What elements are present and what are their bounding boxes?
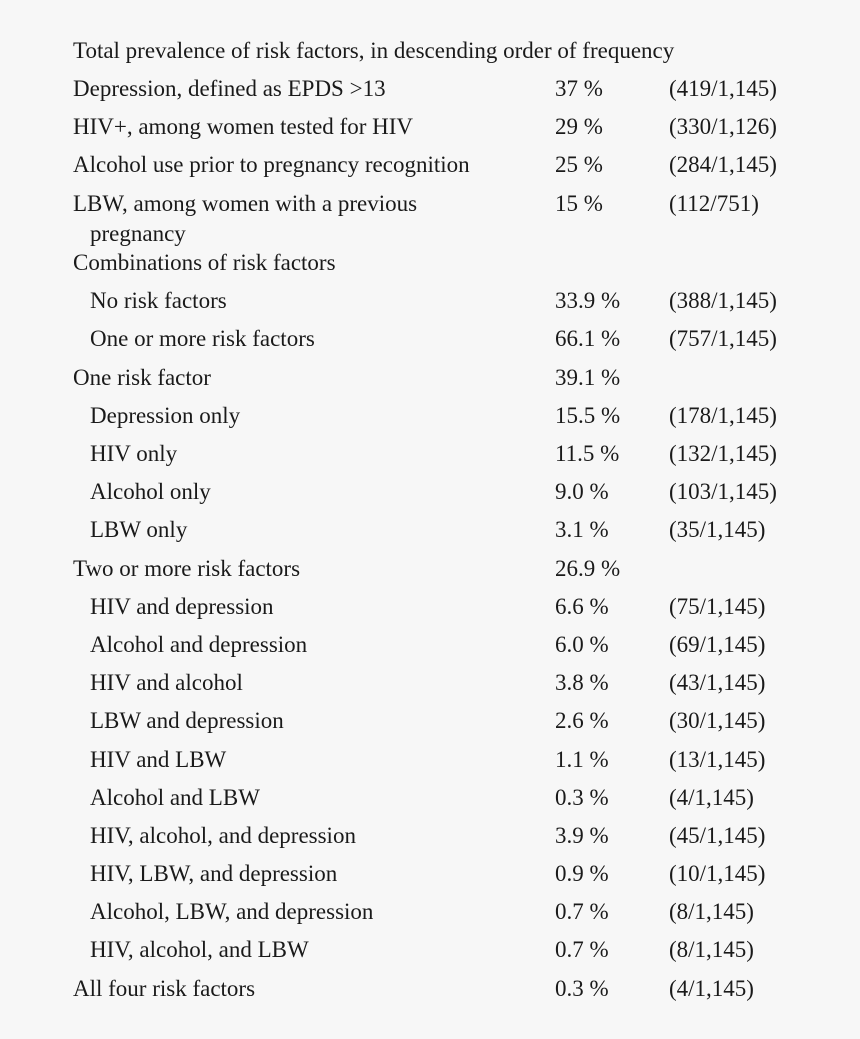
- row-label: [73, 630, 533, 660]
- row-label: [73, 974, 533, 1004]
- table-row: [73, 439, 803, 477]
- row-percentage: 3.9 %: [555, 822, 609, 848]
- row-label: [73, 821, 533, 851]
- row-count: (30/1,145): [669, 708, 766, 734]
- row-label: [73, 286, 533, 316]
- table-row: [73, 783, 803, 821]
- row-label: [73, 745, 533, 775]
- row-label: [73, 150, 533, 180]
- row-percentage: 0.7 %: [555, 937, 609, 963]
- row-percentage: 6.0 %: [555, 631, 609, 657]
- row-percentage: 25 %: [555, 152, 603, 178]
- row-label-text: Alcohol use prior to pregnancy recognition: [73, 152, 470, 178]
- row-label: [73, 783, 533, 813]
- table-row: [73, 286, 803, 324]
- row-label: [73, 477, 533, 507]
- row-count: (103/1,145): [669, 479, 777, 505]
- table-row: [73, 821, 803, 859]
- row-label-text: HIV+, among women tested for HIV: [73, 114, 414, 140]
- row-percentage: 33.9 %: [555, 288, 621, 314]
- row-label: [73, 935, 533, 965]
- row-label: [73, 897, 533, 927]
- row-label: [73, 112, 533, 142]
- row-count: (75/1,145): [669, 593, 766, 619]
- row-percentage: 11.5 %: [555, 441, 620, 466]
- row-count: (35/1,145): [669, 517, 766, 543]
- row-count: (43/1,145): [669, 670, 766, 696]
- row-label: [73, 324, 533, 354]
- table-row: [73, 515, 803, 553]
- row-count: (178/1,145): [669, 402, 777, 428]
- row-count: (284/1,145): [669, 152, 777, 178]
- row-label: [73, 515, 533, 545]
- row-label-text: LBW and depression: [90, 708, 284, 734]
- row-percentage: 2.6 %: [555, 708, 609, 734]
- row-label-text: Alcohol only: [90, 479, 211, 505]
- row-label-text: Depression only: [90, 402, 241, 428]
- table-row: [73, 974, 803, 1012]
- row-label-text: Depression, defined as EPDS >13: [73, 76, 386, 101]
- table-row: [73, 112, 803, 150]
- row-percentage: 66.1 %: [555, 326, 621, 352]
- risk-factor-table: [73, 36, 803, 1012]
- row-percentage: 0.7 %: [555, 899, 609, 925]
- row-label: [73, 189, 533, 249]
- row-label: [73, 74, 533, 104]
- row-percentage: 26.9 %: [555, 555, 621, 581]
- row-label-text: HIV only: [90, 441, 178, 466]
- row-count: (10/1,145): [669, 861, 766, 887]
- row-label-text: Two or more risk factors: [73, 555, 301, 581]
- row-count: (330/1,126): [669, 114, 777, 140]
- row-percentage: 15 %: [555, 190, 603, 216]
- row-label-continuation: pregnancy: [90, 220, 186, 246]
- table-row: [73, 401, 803, 439]
- table-row: [73, 706, 803, 744]
- table-row: [73, 630, 803, 668]
- row-percentage: 39.1 %: [555, 364, 621, 390]
- row-count: (69/1,145): [669, 631, 766, 657]
- row-count: (4/1,145): [669, 975, 754, 1001]
- row-label-text: LBW only: [90, 517, 188, 543]
- table-row: [73, 74, 803, 112]
- table-row: [73, 150, 803, 188]
- row-label-text: One or more risk factors: [90, 326, 315, 352]
- table-row: [73, 189, 803, 249]
- table-row: [73, 897, 803, 935]
- row-count: (757/1,145): [669, 326, 777, 352]
- row-label: [73, 592, 533, 622]
- row-label: [73, 859, 533, 889]
- table-row: [73, 363, 803, 401]
- table-row: [73, 324, 803, 362]
- row-label-text: Alcohol and LBW: [90, 784, 260, 810]
- table-row: [73, 477, 803, 515]
- table-title: Total prevalence of risk factors, in descending order of frequency: [73, 38, 675, 63]
- row-label: [73, 668, 533, 698]
- row-count: (132/1,145): [669, 441, 777, 466]
- row-label: [73, 363, 533, 393]
- row-label: [73, 248, 533, 278]
- table-row: [73, 859, 803, 897]
- row-count: (8/1,145): [669, 899, 754, 925]
- row-label-text: One risk factor: [73, 364, 211, 390]
- row-percentage: 6.6 %: [555, 593, 609, 619]
- row-count: (388/1,145): [669, 288, 777, 314]
- row-label-text: No risk factors: [90, 288, 227, 314]
- table-row: [73, 668, 803, 706]
- table-row: [73, 248, 803, 286]
- row-count: (13/1,145): [669, 746, 766, 772]
- row-label-text: All four risk factors: [73, 975, 256, 1001]
- table-title-row: [73, 36, 803, 74]
- row-label: [73, 439, 533, 469]
- row-label-text: HIV and depression: [90, 593, 274, 619]
- row-percentage: 37 %: [555, 76, 603, 101]
- row-label: [73, 554, 533, 584]
- row-count: (419/1,145): [669, 76, 777, 101]
- row-percentage: 3.8 %: [555, 670, 609, 696]
- row-label-text: Combinations of risk factors: [73, 250, 336, 276]
- row-percentage: 0.3 %: [555, 784, 609, 810]
- row-count: (4/1,145): [669, 784, 754, 810]
- row-count: (45/1,145): [669, 822, 766, 848]
- row-percentage: 29 %: [555, 114, 603, 140]
- table-row: [73, 554, 803, 592]
- table-row: [73, 592, 803, 630]
- row-label-text: Alcohol, LBW, and depression: [90, 899, 374, 925]
- row-label: [73, 706, 533, 736]
- row-percentage: 3.1 %: [555, 517, 609, 543]
- row-percentage: 1.1 %: [555, 746, 609, 772]
- table-row: [73, 935, 803, 973]
- row-label-text: HIV and LBW: [90, 746, 227, 772]
- row-label-text: LBW, among women with a previous: [73, 190, 418, 216]
- row-percentage: 9.0 %: [555, 479, 609, 505]
- row-label-text: Alcohol and depression: [90, 631, 308, 657]
- row-label-text: HIV, alcohol, and LBW: [90, 937, 309, 963]
- row-count: (112/751): [669, 190, 759, 216]
- row-label-text: HIV, alcohol, and depression: [90, 822, 356, 848]
- row-label-text: HIV and alcohol: [90, 670, 243, 696]
- row-label: [73, 401, 533, 431]
- row-percentage: 15.5 %: [555, 402, 621, 428]
- row-label-text: HIV, LBW, and depression: [90, 861, 338, 887]
- row-count: (8/1,145): [669, 937, 754, 963]
- table-row: [73, 745, 803, 783]
- row-percentage: 0.3 %: [555, 975, 609, 1001]
- row-percentage: 0.9 %: [555, 861, 609, 887]
